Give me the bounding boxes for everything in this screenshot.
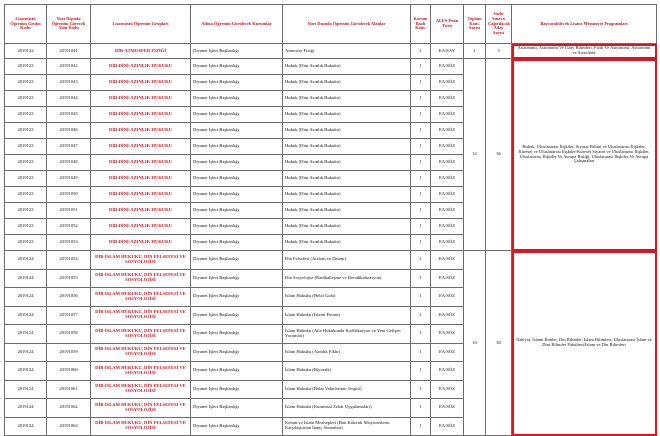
field-cell: İslam Hukuku (İslami Finans): [283, 306, 411, 325]
header-oral: Sözlü Sınava Çağırılacak Aday Sayısı: [486, 5, 512, 44]
institution-cell: Diyanet İşleri Başkanlığı: [191, 306, 283, 325]
field-cell: Hukuk (Dini Azınlık Hukuku): [283, 75, 411, 91]
group-name-cell: DİB-İSLAM HUKUKU, DİN FELSEFESİ VE SOSYOLOJİSİ: [91, 343, 191, 362]
group-code-cell: 2019123: [5, 91, 47, 107]
quota-cell: 1: [411, 235, 431, 251]
oral-exam-cell: 30: [486, 251, 512, 436]
institution-cell: Diyanet İşleri Başkanlığı: [191, 343, 283, 362]
field-cell: Din Sosyolojisi (Radikalleşme ve Deradikalizasyon): [283, 269, 411, 288]
field-cell: Hukuk (Dini Azınlık Hukuku): [283, 203, 411, 219]
ales-cell: EA/SÖZ: [431, 139, 464, 155]
field-cell: Kelam ve İslam Mezhepleri (Batı Kökenli Misyonerlerin Karşılaştırılan İnanç Sonunları): [283, 417, 411, 436]
institution-cell: Diyanet İşleri Başkanlığı: [191, 325, 283, 344]
quota-cell: 1: [411, 123, 431, 139]
group-name-cell: DİB-ATMOSFER FİZİĞİ: [91, 44, 191, 59]
table-row: [5, 59, 657, 75]
header-institution: Adına Öğrenim Görülecek Kurumlar: [191, 5, 283, 44]
institution-cell: Diyanet İşleri Başkanlığı: [191, 139, 283, 155]
field-cell: Hukuk (Dini Azınlık Hukuku): [283, 171, 411, 187]
group-code-cell: 2019123: [5, 75, 47, 91]
header-ales: ALES Puan Türü: [431, 5, 464, 44]
institution-cell: Diyanet İşleri Başkanlığı: [191, 171, 283, 187]
programs-cell: Astronomi, Astronomi Ve Uzay Bilimleri, Fizik Ve Astronomi, Astronomi ve Astrofizik: [512, 44, 657, 59]
group-name-cell: DİB-İSLAM HUKUKU, DİN FELSEFESİ VE SOSYOLOJİSİ: [91, 380, 191, 399]
quota-cell: 1: [411, 155, 431, 171]
institution-cell: Diyanet İşleri Başkanlığı: [191, 203, 283, 219]
field-cell: Hukuk (Dini Azınlık Hukuku): [283, 187, 411, 203]
institution-cell: Diyanet İşleri Başkanlığı: [191, 44, 283, 59]
group-code-cell: 2019124: [5, 306, 47, 325]
oral-exam-cell: 3: [486, 44, 512, 59]
institution-cell: Diyanet İşleri Başkanlığı: [191, 107, 283, 123]
quota-table-sheet: [4, 4, 656, 431]
ales-cell: EA/SÖZ: [431, 288, 464, 307]
group-name-cell: DİB-İSLAM HUKUKU, DİN FELSEFESİ VE SOSYOLOJİSİ: [91, 417, 191, 436]
institution-cell: Diyanet İşleri Başkanlığı: [191, 417, 283, 436]
field-code-cell: 20191050: [47, 187, 91, 203]
group-code-cell: 2019123: [5, 107, 47, 123]
field-code-cell: 20191055: [47, 269, 91, 288]
group-code-cell: 2019124: [5, 362, 47, 381]
field-cell: İslam Hukuku (Aile Hukukunda Kodifikasyon ve Yeni Gelişen Yorumlar): [283, 325, 411, 344]
field-code-cell: 20191047: [47, 139, 91, 155]
quota-cell: 1: [411, 107, 431, 123]
header-field-code: Yurt Dışında Öğrenim Görecek Alan Kodu: [47, 5, 91, 44]
table-row: [5, 44, 657, 59]
field-code-cell: 20191057: [47, 306, 91, 325]
field-code-cell: 20191062: [47, 399, 91, 418]
field-cell: Hukuk (Dini Azınlık Hukuku): [283, 235, 411, 251]
ales-cell: EA/SÖZ: [431, 203, 464, 219]
quota-cell: 1: [411, 203, 431, 219]
field-cell: Hukuk (Dini Azınlık Hukuku): [283, 123, 411, 139]
group-code-cell: 2019124: [5, 269, 47, 288]
group-name-cell: DİB-DİNİ-AZINLIK HUKUKU: [91, 203, 191, 219]
field-code-cell: 20191056: [47, 288, 91, 307]
field-code-cell: 20191043: [47, 75, 91, 91]
group-name-cell: DİB-İSLAM HUKUKU, DİN FELSEFESİ VE SOSYOLOJİSİ: [91, 288, 191, 307]
group-code-cell: 2019123: [5, 171, 47, 187]
field-cell: Hukuk (Dini Azınlık Hukuku): [283, 139, 411, 155]
institution-cell: Diyanet İşleri Başkanlığı: [191, 399, 283, 418]
institution-cell: Diyanet İşleri Başkanlığı: [191, 219, 283, 235]
group-name-cell: DİB-DİNİ-AZINLIK HUKUKU: [91, 155, 191, 171]
group-code-cell: 2019123: [5, 187, 47, 203]
group-name-cell: DİB-DİNİ-AZINLIK HUKUKU: [91, 123, 191, 139]
ales-cell: EA/SÖZ: [431, 325, 464, 344]
institution-cell: Diyanet İşleri Başkanlığı: [191, 380, 283, 399]
group-code-cell: 2019123: [5, 203, 47, 219]
group-name-cell: DİB-İSLAM HUKUKU, DİN FELSEFESİ VE SOSYOLOJİSİ: [91, 269, 191, 288]
ales-cell: EA/SÖZ: [431, 219, 464, 235]
institution-cell: Diyanet İşleri Başkanlığı: [191, 251, 283, 270]
group-code-cell: 2019123: [5, 155, 47, 171]
group-name-cell: DİB-İSLAM HUKUKU, DİN FELSEFESİ VE SOSYOLOJİSİ: [91, 306, 191, 325]
table-row: [5, 251, 657, 270]
field-cell: Din Felsefesi (Ateizm ve Deizm): [283, 251, 411, 270]
ales-cell: EA/SÖZ: [431, 187, 464, 203]
ales-cell: EA/SÖZ: [431, 123, 464, 139]
field-code-cell: 20191051: [47, 203, 91, 219]
quota-cell: 1: [411, 251, 431, 270]
quota-cell: 1: [411, 380, 431, 399]
field-cell: Hukuk (Dini Azınlık Hukuku): [283, 107, 411, 123]
field-code-cell: 20191044: [47, 91, 91, 107]
table-body: [5, 44, 657, 436]
field-cell: Hukuk (Dini Azınlık Hukuku): [283, 219, 411, 235]
institution-cell: Diyanet İşleri Başkanlığı: [191, 187, 283, 203]
ales-cell: EA/SÖZ: [431, 343, 464, 362]
field-code-cell: 20191045: [47, 107, 91, 123]
group-name-cell: DİB-DİNİ-AZINLIK HUKUKU: [91, 75, 191, 91]
ales-cell: EA/SÖZ: [431, 59, 464, 75]
group-code-cell: 2019123: [5, 219, 47, 235]
quota-table: [4, 4, 657, 436]
group-code-cell: 2019123: [5, 59, 47, 75]
group-code-cell: 2019124: [5, 325, 47, 344]
quota-cell: 1: [411, 288, 431, 307]
header-programs: Başvurabilecek Lisans Mezuniyet Programları: [512, 5, 657, 44]
group-code-cell: 2019124: [5, 251, 47, 270]
institution-cell: Diyanet İşleri Başkanlığı: [191, 235, 283, 251]
ales-cell: EA/SÖZ: [431, 107, 464, 123]
group-name-cell: DİB-İSLAM HUKUKU, DİN FELSEFESİ VE SOSYOLOJİSİ: [91, 251, 191, 270]
quota-cell: 1: [411, 417, 431, 436]
group-code-cell: 2019122: [5, 44, 47, 59]
quota-cell: 1: [411, 59, 431, 75]
oral-exam-cell: 36: [486, 59, 512, 251]
ales-cell: EA/SÖZ: [431, 380, 464, 399]
quota-cell: 1: [411, 171, 431, 187]
group-name-cell: DİB-DİNİ-AZINLIK HUKUKU: [91, 187, 191, 203]
field-code-cell: 20191060: [47, 362, 91, 381]
field-cell: İslam Hukuku (Azınlık Fıkhı): [283, 343, 411, 362]
programs-cell: İlahiyat, İslami İlimler, Din Bilimler, İslam Bilimleri, Uluslararası İslam ve Dini Bilimler Fakültesi/İslam ve Din Bilimleri: [512, 251, 657, 436]
field-code-cell: 20191052: [47, 219, 91, 235]
total-quota-cell: 12: [464, 59, 486, 251]
ales-cell: EA/SÖZ: [431, 155, 464, 171]
field-cell: Hukuk (Dini Azınlık Hukuku): [283, 155, 411, 171]
quota-cell: 1: [411, 44, 431, 59]
quota-cell: 1: [411, 399, 431, 418]
group-name-cell: DİB-DİNİ-AZINLIK HUKUKU: [91, 107, 191, 123]
field-cell: İslam Hukuku (Helal Gıda): [283, 288, 411, 307]
quota-cell: 1: [411, 219, 431, 235]
ales-cell: EA/SÖZ: [431, 91, 464, 107]
field-cell: Hukuk (Dini Azınlık Hukuku): [283, 91, 411, 107]
field-code-cell: 20191042: [47, 59, 91, 75]
quota-cell: 1: [411, 343, 431, 362]
group-name-cell: DİB-DİNİ-AZINLIK HUKUKU: [91, 59, 191, 75]
institution-cell: Diyanet İşleri Başkanlığı: [191, 75, 283, 91]
quota-cell: 1: [411, 91, 431, 107]
group-code-cell: 2019123: [5, 139, 47, 155]
field-code-cell: 20191063: [47, 417, 91, 436]
header-row: [5, 5, 657, 44]
field-code-cell: 20191041: [47, 44, 91, 59]
ales-cell: EA/SÖZ: [431, 269, 464, 288]
group-code-cell: 2019124: [5, 288, 47, 307]
field-code-cell: 20191049: [47, 171, 91, 187]
group-code-cell: 2019124: [5, 417, 47, 436]
ales-cell: EA/SÖZ: [431, 171, 464, 187]
ales-cell: EA/SÖZ: [431, 306, 464, 325]
ales-cell: EA/SÖZ: [431, 235, 464, 251]
ales-cell: EA/SÖZ: [431, 251, 464, 270]
field-code-cell: 20191048: [47, 155, 91, 171]
programs-cell: Hukuk, Uluslararası İlişkiler, Siyaset Bilimi ve Uluslararası İlişkiler, Küresel ve Uluslararası İlişkiler/Küresel Siyaset ve Uluslararası İlişkiler, Uluslararası İlişkiler Ve Avrupa Birliği, Uluslararası İlişkiler Ve Avrupa Çalışmaları: [512, 59, 657, 251]
ales-cell: EA/SÖZ: [431, 362, 464, 381]
ales-cell: EA/SÖZ: [431, 75, 464, 91]
quota-cell: 1: [411, 139, 431, 155]
field-code-cell: 20191046: [47, 123, 91, 139]
group-name-cell: DİB-İSLAM HUKUKU, DİN FELSEFESİ VE SOSYOLOJİSİ: [91, 325, 191, 344]
total-quota-cell: 1: [464, 44, 486, 59]
total-quota-cell: 10: [464, 251, 486, 436]
field-code-cell: 20191059: [47, 343, 91, 362]
institution-cell: Diyanet İşleri Başkanlığı: [191, 362, 283, 381]
quota-cell: 1: [411, 75, 431, 91]
group-code-cell: 2019123: [5, 123, 47, 139]
ales-cell: EA/SAY: [431, 44, 464, 59]
field-code-cell: 20191061: [47, 380, 91, 399]
header-group-name: Lisansüstü Öğrenim Grupları: [91, 5, 191, 44]
quota-cell: 1: [411, 269, 431, 288]
quota-cell: 1: [411, 187, 431, 203]
header-total: Toplam Kont. Sayısı: [464, 5, 486, 44]
institution-cell: Diyanet İşleri Başkanlığı: [191, 288, 283, 307]
group-code-cell: 2019124: [5, 343, 47, 362]
field-cell: İslam Hukuku (Bidat Vakitlerinin Tespiti): [283, 380, 411, 399]
institution-cell: Diyanet İşleri Başkanlığı: [191, 91, 283, 107]
institution-cell: Diyanet İşleri Başkanlığı: [191, 155, 283, 171]
group-name-cell: DİB-İSLAM HUKUKU, DİN FELSEFESİ VE SOSYOLOJİSİ: [91, 399, 191, 418]
field-code-cell: 20191054: [47, 251, 91, 270]
field-code-cell: 20191058: [47, 325, 91, 344]
group-name-cell: DİB-DİNİ-AZINLIK HUKUKU: [91, 139, 191, 155]
field-cell: İslam Hukuku (Biyoetik): [283, 362, 411, 381]
header-quota: Kurum Bazlı Kont.: [411, 5, 431, 44]
field-cell: Atmosfer Fiziği: [283, 44, 411, 59]
field-code-cell: 20191053: [47, 235, 91, 251]
institution-cell: Diyanet İşleri Başkanlığı: [191, 123, 283, 139]
group-name-cell: DİB-DİNİ-AZINLIK HUKUKU: [91, 91, 191, 107]
quota-cell: 1: [411, 306, 431, 325]
group-code-cell: 2019124: [5, 399, 47, 418]
ales-cell: EA/SÖZ: [431, 399, 464, 418]
institution-cell: Diyanet İşleri Başkanlığı: [191, 269, 283, 288]
quota-cell: 1: [411, 362, 431, 381]
quota-cell: 1: [411, 325, 431, 344]
group-name-cell: DİB-DİNİ-AZINLIK HUKUKU: [91, 235, 191, 251]
header-group-code: Lisansüstü Öğrenim Grubu Kodu: [5, 5, 47, 44]
group-code-cell: 2019123: [5, 235, 47, 251]
institution-cell: Diyanet İşleri Başkanlığı: [191, 59, 283, 75]
group-name-cell: DİB-DİNİ-AZINLIK HUKUKU: [91, 219, 191, 235]
field-cell: İslam Hukuku (Kurumsal Zekat Uygulamaları): [283, 399, 411, 418]
group-name-cell: DİB-İSLAM HUKUKU, DİN FELSEFESİ VE SOSYOLOJİSİ: [91, 362, 191, 381]
field-cell: Hukuk (Dini Azınlık Hukuku): [283, 59, 411, 75]
group-name-cell: DİB-DİNİ-AZINLIK HUKUKU: [91, 171, 191, 187]
ales-cell: EA/SÖZ: [431, 417, 464, 436]
group-code-cell: 2019124: [5, 380, 47, 399]
header-field: Yurt Dışında Öğrenim Görülecek Alanlar: [283, 5, 411, 44]
